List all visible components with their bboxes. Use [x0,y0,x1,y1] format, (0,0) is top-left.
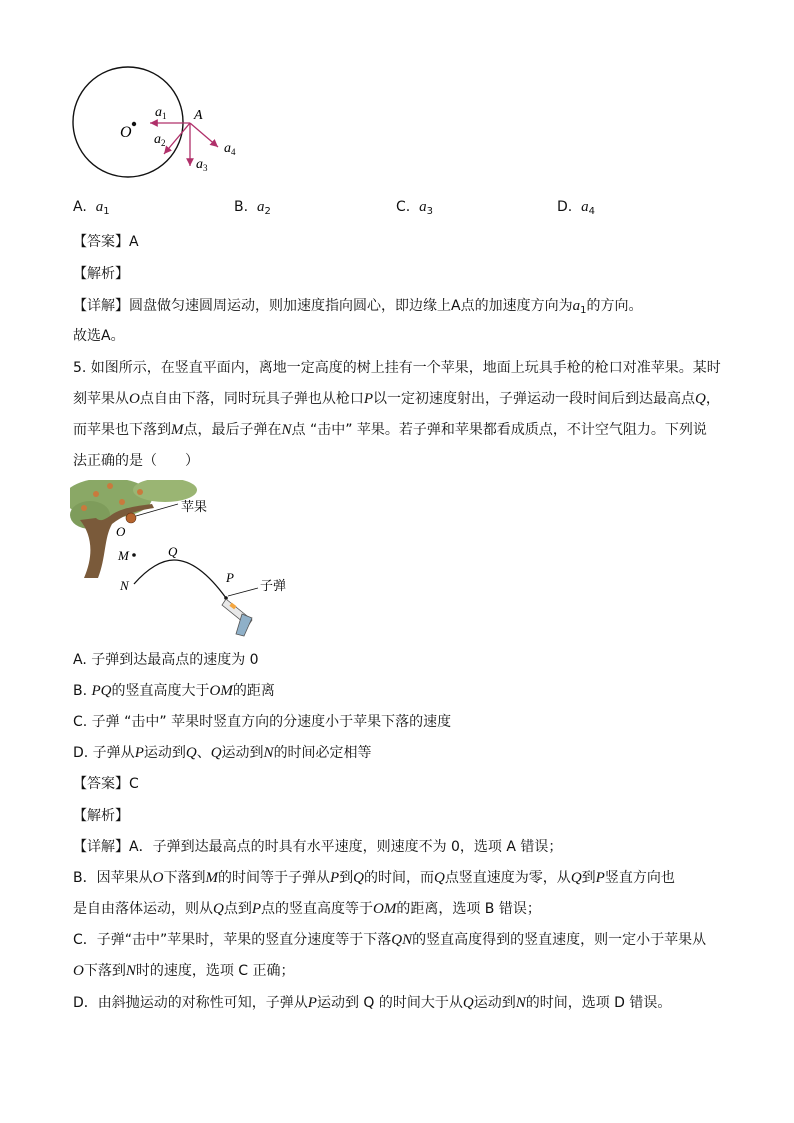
q4-option-d: D. $a_4$ [557,199,596,217]
q5-detail-b-line2: 是自由落体运动，则从Q点到P点的竖直高度等于OM的距离，选项 B 错误； [73,901,541,917]
label-a1: $a_1$ [155,105,167,121]
point-a-label: A [194,108,203,123]
q4-option-c: C. $a_3$ [396,199,434,217]
point-o-label: O [116,524,126,539]
q5-stem-line2: 刻苹果从O点自由下落，同时玩具子弹也从枪口P以一定初速度射出，子弹运动一段时间后到达最高点Q， [73,391,720,407]
vector-a2 [164,123,190,154]
q5-detail-d: D．由斜抛运动的对称性可知，子弹从P运动到 Q 的时间大于从Q运动到N的时间，选项 D 错误。 [73,995,672,1011]
label-a3: $a_3$ [196,157,208,173]
label-a2: $a_2$ [154,132,166,148]
center-label: O [120,124,132,141]
bullet-trajectory [134,560,226,598]
bullet-label-leader [228,588,258,596]
q5-stem-line3: 而苹果也下落到M点，最后子弹在N点 “击中” 苹果。若子弹和苹果都看成质点，不计空气阻力。下列说 [73,422,707,438]
point-m [132,553,136,557]
point-q-label: Q [168,544,178,559]
q4-conclusion: 故选A。 [73,328,125,344]
apple-label: 苹果 [181,499,208,514]
q5-option-b: B. PQ的竖直高度大于OM的距离 [73,683,275,699]
circular-motion-figure [66,62,266,190]
vector-a4 [190,123,218,147]
point-n-label: N [120,578,129,593]
bullet-label: 子弹 [260,578,287,593]
q4-option-a: A. $a_1$ [73,199,110,217]
q5-answer: 【答案】C [73,776,139,792]
center-point [132,122,136,126]
q5-stem-line4: 法正确的是（ ） [73,453,199,469]
q4-analysis-tag: 【解析】 [73,266,129,282]
q5-option-c: C. 子弹 “击中” 苹果时竖直方向的分速度小于苹果下落的速度 [73,714,452,730]
q5-option-d: D. 子弹从P运动到Q、Q运动到N的时间必定相等 [73,745,372,761]
disc-circle [73,67,183,177]
q5-analysis-tag: 【解析】 [73,808,129,824]
point-p-label: P [226,570,234,585]
q5-detail-a: 【详解】A．子弹到达最高点的时具有水平速度，则速度不为 0，选项 A 错误； [73,839,563,855]
q4-detail: 【详解】圆盘做匀速圆周运动，则加速度指向圆心，即边缘上A点的加速度方向为$a_1$的方向。 [73,298,643,316]
q5-detail-c-line2: O下落到N时的速度，选项 C 正确； [73,963,295,979]
q5-detail-b-line1: B．因苹果从O下落到M的时间等于子弹从P到Q的时间，而Q点竖直速度为零，从Q到P竖直方向也 [73,870,675,886]
q5-option-a: A. 子弹到达最高点的速度为 0 [73,652,259,668]
point-m-label: M [118,548,129,563]
toy-gun-icon [222,599,252,636]
q4-answer: 【答案】A [73,234,139,250]
q5-stem-line1: 5. 如图所示，在竖直平面内，离地一定高度的树上挂有一个苹果，地面上玩具手枪的枪口对准苹果。某时 [73,360,721,376]
apple-bullet-figure [70,480,300,642]
label-a4: $a_4$ [224,141,236,157]
apple [126,513,136,523]
tree-illustration [70,480,197,578]
q5-detail-c-line1: C．子弹“击中”苹果时，苹果的竖直分速度等于下落QN的竖直高度得到的竖直速度，则一定小于苹果从 [73,932,707,948]
q4-option-b: B. $a_2$ [234,199,271,217]
